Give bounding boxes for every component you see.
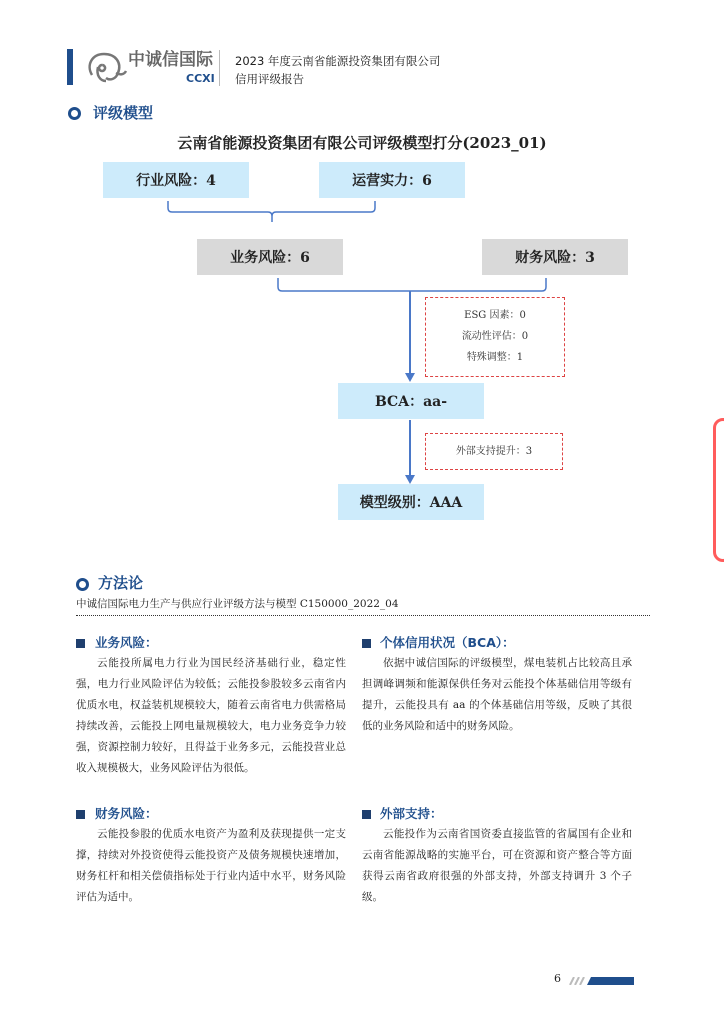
block-title-bca: 个体信用状况（BCA）：	[380, 635, 515, 650]
square-bullet-icon	[362, 810, 371, 819]
section-title-methodology: 方法论	[98, 574, 144, 592]
external-support-box	[425, 433, 563, 470]
financial-risk-box: 财务风险：3	[482, 239, 628, 275]
business-risk-box: 业务风险：6	[197, 239, 343, 275]
dotted-divider	[76, 615, 650, 616]
block-text-external-support: 云能投作为云南省国资委直接监管的省属国有企业和云南省能源战略的实施平台，可在资源和资产整合等方面获得云南省政府很强的外部支持，外部支持调升 3 个子级。	[362, 828, 632, 903]
block-title-financial-risk: 财务风险：	[95, 806, 158, 821]
logo-text-cn: 中诚信国际	[128, 50, 213, 70]
bca-box: BCA：aa-	[338, 383, 484, 419]
square-bullet-icon	[76, 810, 85, 819]
industry-risk-box: 行业风险：4	[103, 162, 249, 198]
block-text-business-risk: 云能投所属电力行业为国民经济基础行业，稳定性强，电力行业风险评估为较低；云能投参股较多云南省内优质水电，权益装机规模较大，随着云南省电力供需格局持续改善，云能投上网电量规模较大，电力业务竞争力较强，资源控制力较好，且得益于业务多元，云能投营业总收入规模极大，业务风险评估为很低。	[76, 657, 346, 774]
report-title-line2: 信用评级报告	[235, 72, 304, 86]
block-title-external-support: 外部支持：	[380, 806, 443, 821]
page-number: 6	[554, 972, 561, 985]
adjustments-box	[425, 297, 565, 377]
square-bullet-icon	[362, 639, 371, 648]
esg-factor: ESG 因素：0	[464, 310, 526, 321]
liquidity-assessment: 流动性评估：0	[461, 331, 529, 342]
logo-text-en: CCXI	[186, 72, 215, 85]
block-text-bca: 依据中诚信国际的评级模型，煤电装机占比较高且承担调峰调频和能源保供任务对云能投个体基础信用等级有提升，云能投具有 aa 的个体基础信用等级，反映了其很低的业务风险和适中的财务风险。	[362, 657, 632, 732]
model-title: 云南省能源投资集团有限公司评级模型打分(2023_01)	[177, 134, 547, 152]
block-title-business-risk: 业务风险：	[95, 635, 158, 650]
report-title-line1: 2023 年度云南省能源投资集团有限公司	[235, 54, 441, 68]
square-bullet-icon	[76, 639, 85, 648]
section-title-rating-model: 评级模型	[93, 104, 154, 122]
methodology-reference: 中诚信国际电力生产与供应行业评级方法与模型 C150000_2022_04	[76, 598, 399, 610]
operating-strength-box: 运营实力：6	[319, 162, 465, 198]
final-rating-box: 模型级别：AAA	[338, 484, 484, 520]
special-adjustment: 特殊调整：1	[466, 352, 524, 363]
block-text-financial-risk: 云能投参股的优质水电资产为盈利及获现提供一定支撑，持续对外投资使得云能投资产及债务规模快速增加，财务杠杆和相关偿债指标处于行业内适中水平，财务风险评估为适中。	[76, 828, 346, 903]
red-seal-stamp	[713, 418, 724, 562]
external-support-uplift: 外部支持提升：3	[455, 445, 533, 457]
section-bullet-icon	[76, 578, 89, 591]
footer-stripe-bar	[568, 977, 636, 985]
